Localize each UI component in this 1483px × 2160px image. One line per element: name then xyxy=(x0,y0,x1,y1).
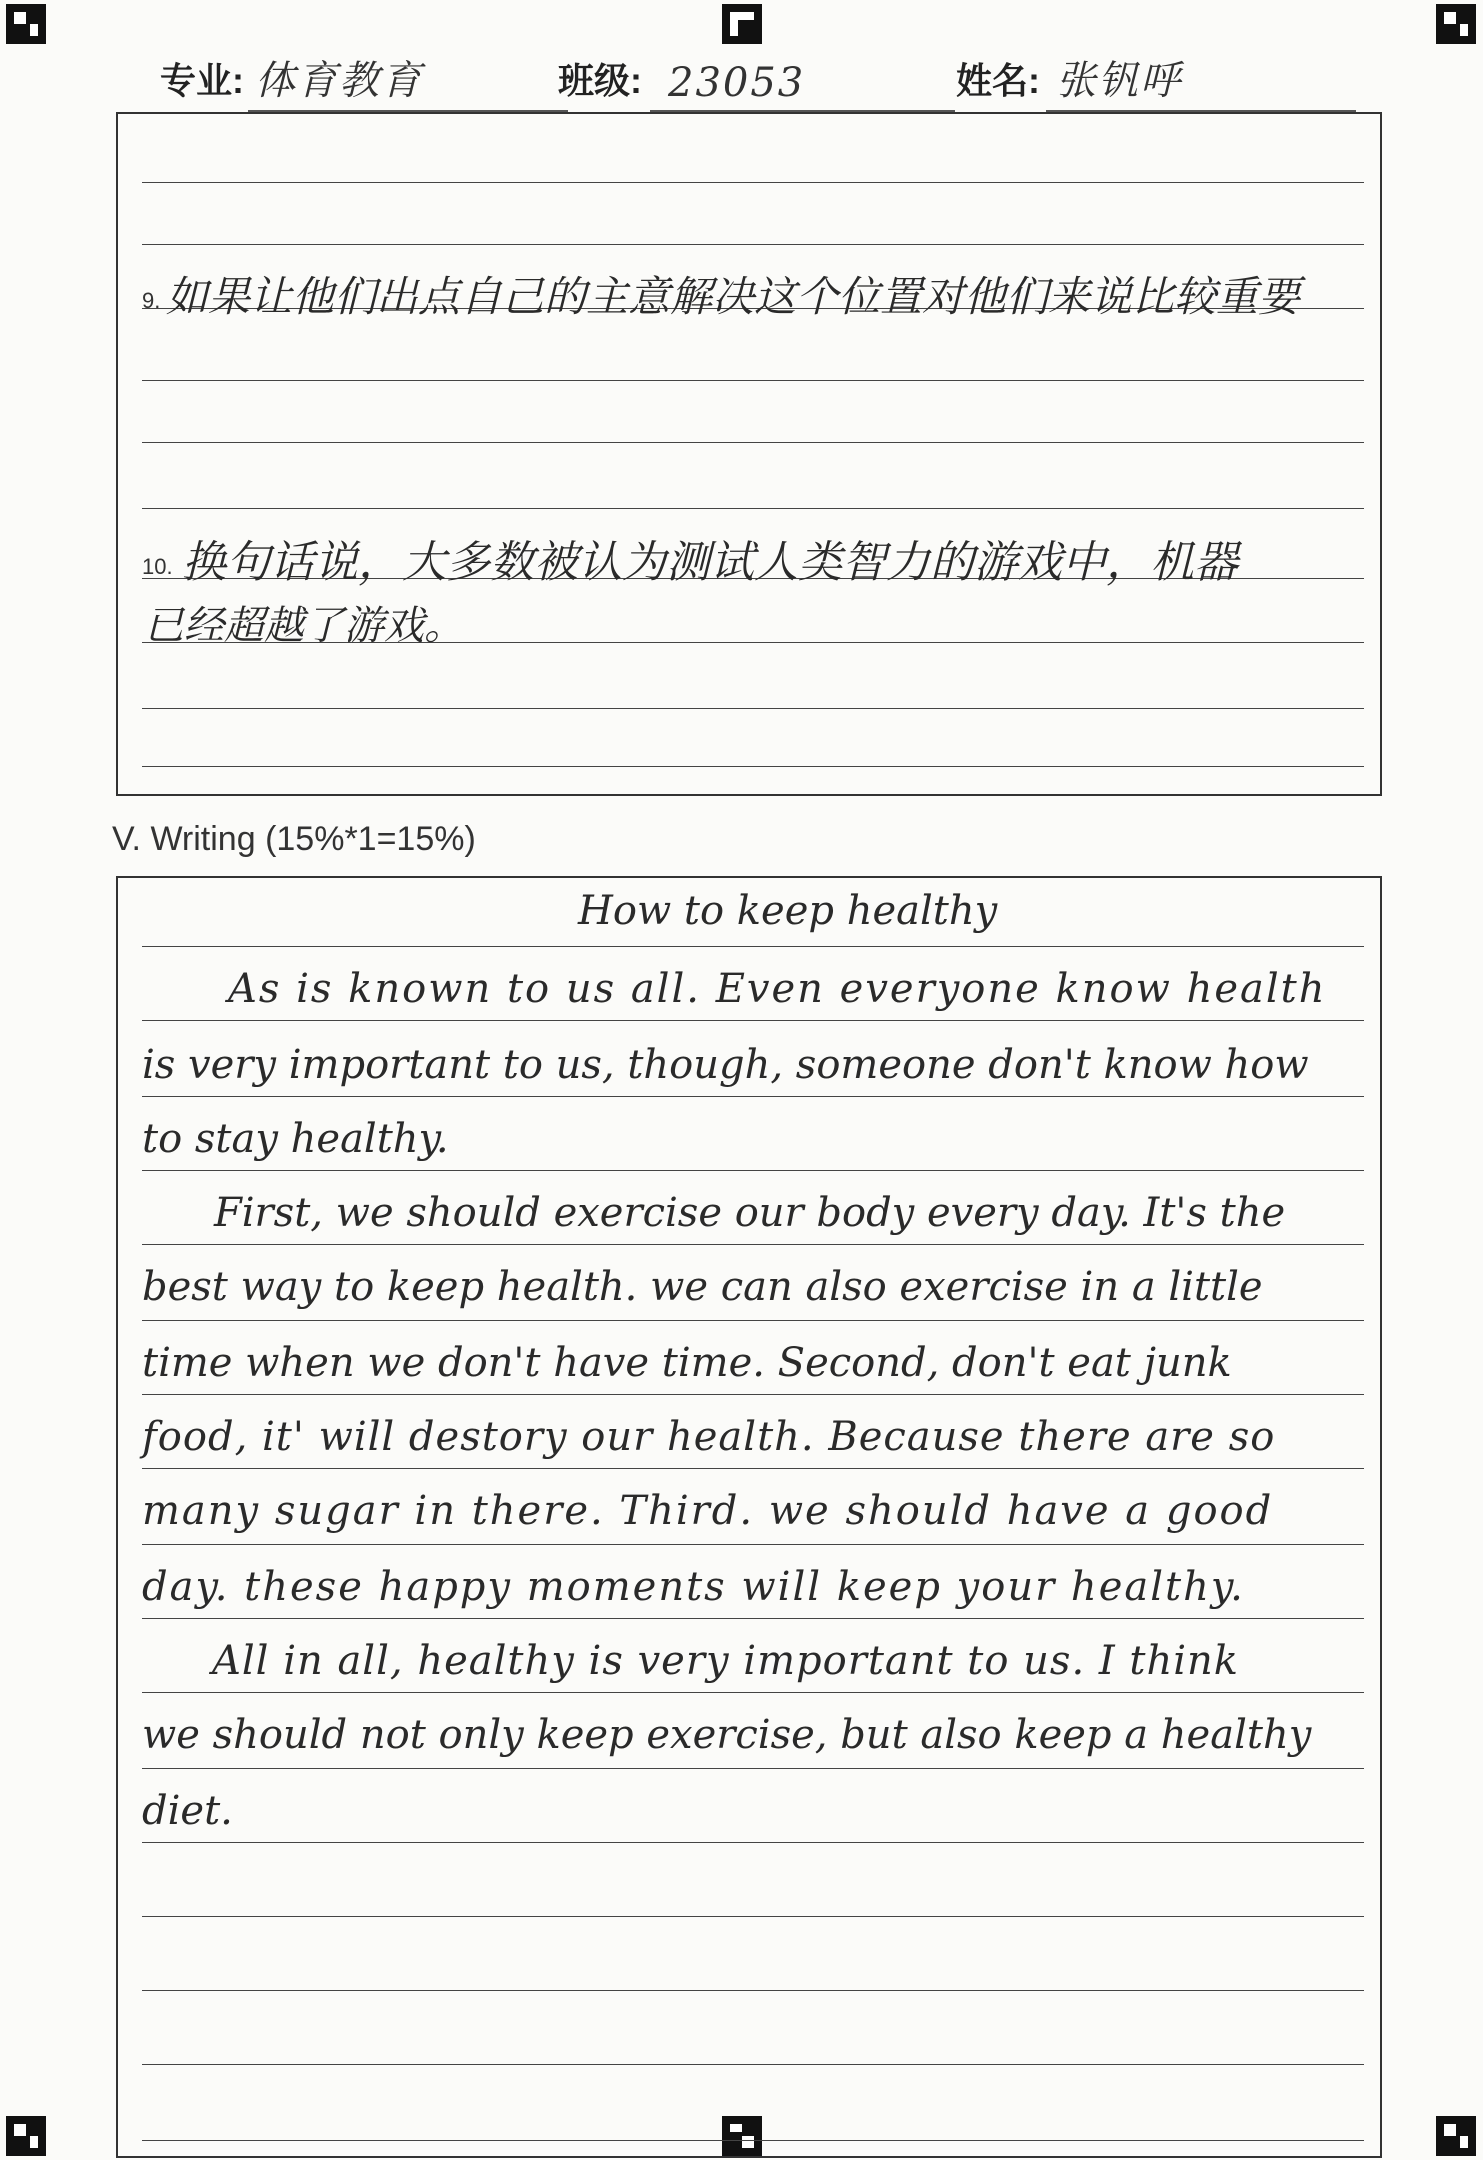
essay-line: As is known to us all. Even everyone know health xyxy=(228,966,1327,1012)
essay-line: we should not only keep exercise, but also keep a healthy xyxy=(142,1712,1312,1758)
question-number: 9. xyxy=(142,288,161,313)
major-field xyxy=(160,48,560,112)
name-label: 姓名: xyxy=(956,60,1040,101)
top-center-marker xyxy=(722,4,762,44)
writing-answer-box xyxy=(116,876,1382,2158)
essay-line: many sugar in there. Third. we should have a good xyxy=(142,1488,1274,1534)
question-answer-line: 换句话说，大多数被认为测试人类智力的游戏中，机器 xyxy=(182,537,1238,588)
translation-answer-box xyxy=(116,112,1382,796)
corner-marker-bottom-right xyxy=(1436,2116,1476,2156)
essay-line: is very important to us, though, someone don't know how xyxy=(142,1042,1309,1088)
corner-marker-top-left xyxy=(6,4,46,44)
class-field xyxy=(558,48,958,112)
essay-title: How to keep healthy xyxy=(578,888,998,934)
class-label: 班级: xyxy=(558,60,642,101)
corner-marker-top-right xyxy=(1436,4,1476,44)
essay-line: time when we don't have time. Second, don't eat junk xyxy=(142,1340,1232,1386)
question-answer-line: 已经超越了游戏。 xyxy=(144,603,464,649)
student-info-header xyxy=(150,48,1365,118)
question-number: 10. xyxy=(142,554,173,579)
essay-line: day. these happy moments will keep your healthy. xyxy=(142,1564,1245,1610)
name-value: 张钒呼 xyxy=(1056,58,1182,104)
class-value: 23053 xyxy=(668,60,806,106)
name-field xyxy=(956,48,1366,112)
question-answer-line: 如果让他们出点自己的主意解决这个位置对他们来说比较重要 xyxy=(166,272,1301,321)
essay-line: First, we should exercise our body every day. It's the xyxy=(214,1190,1286,1236)
essay-line: to stay healthy. xyxy=(142,1116,449,1162)
major-label: 专业: xyxy=(160,60,244,101)
essay-line: All in all, healthy is very important to us. I think xyxy=(212,1638,1240,1684)
essay-line: diet. xyxy=(142,1788,233,1834)
essay-line: best way to keep health. we can also exercise in a little xyxy=(142,1264,1263,1310)
corner-marker-bottom-left xyxy=(6,2116,46,2156)
major-value: 体育教育 xyxy=(255,58,423,104)
essay-line: food, it' will destory our health. Because there are so xyxy=(142,1414,1276,1460)
writing-section-title: V. Writing (15%*1=15%) xyxy=(112,820,476,858)
